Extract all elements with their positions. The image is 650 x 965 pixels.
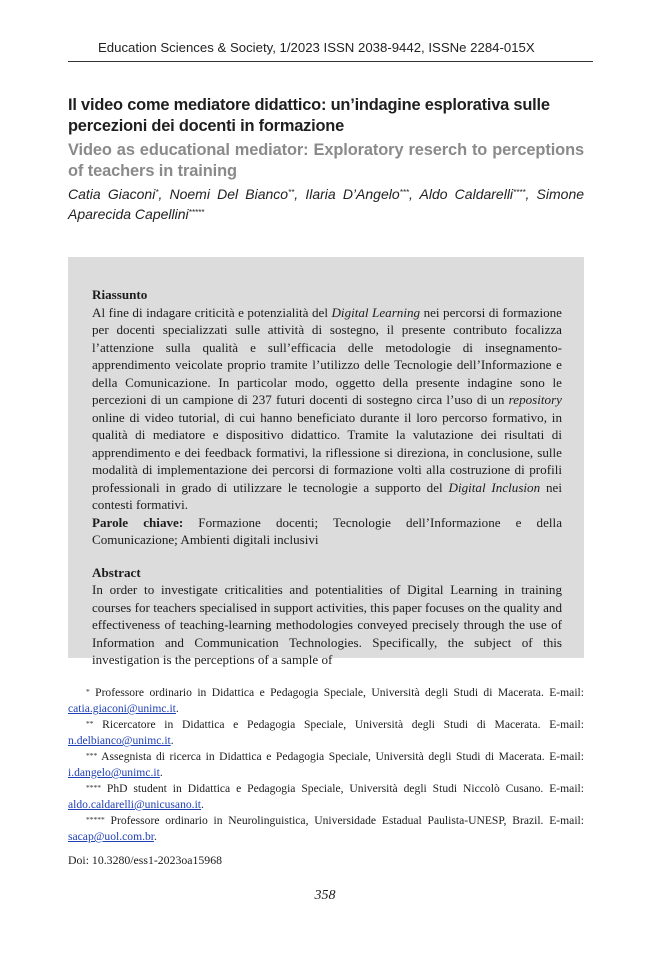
author: Aldo Caldarelli****, bbox=[419, 186, 537, 202]
riassunto-heading: Riassunto bbox=[92, 287, 148, 302]
abstract-text: In order to investigate criticalities and potentialities of Digital Learning in training courses for teachers specialised in support activities, this paper focuses on the quality and effectiveness of teaching-learning methodologies conveyed precisely through the use of Information and Communication Technologies. Specifically, the subject of this investigation is the perceptions of a sample of bbox=[92, 582, 562, 667]
email-link[interactable]: catia.giaconi@unimc.it bbox=[68, 702, 176, 715]
header-divider bbox=[68, 61, 593, 62]
footnote: * Professore ordinario in Didattica e Pedagogia Speciale, Università degli Studi di Macerata. E-mail: catia.giaconi@unimc.it. bbox=[68, 686, 584, 715]
footnote: **** PhD student in Didattica e Pedagogia Speciale, Università degli Studi Niccolò Cusano. E-mail: aldo.caldarelli@unicusano.it. bbox=[68, 782, 584, 811]
abstract-box bbox=[68, 257, 584, 667]
author: Simone Aparecida Capellini***** bbox=[68, 186, 585, 222]
footnote: *** Assegnista di ricerca in Didattica e Pedagogia Speciale, Università degli Studi di Macerata. E-mail: i.dangelo@unimc.it. bbox=[68, 750, 584, 779]
author: Catia Giaconi*, bbox=[68, 186, 170, 202]
page-number: 358 bbox=[314, 888, 336, 903]
title-english: Video as educational mediator: Exploratory reserch to perceptions of teachers in training bbox=[68, 141, 584, 180]
footnote: ***** Professore ordinario in Neurolinguistica, Universidade Estadual Paulista-UNESP, Brazil. E-mail: sacap@uol.com.br. bbox=[68, 814, 584, 843]
email-link[interactable]: i.dangelo@unimc.it bbox=[68, 766, 160, 779]
email-link[interactable]: sacap@uol.com.br bbox=[68, 830, 155, 843]
abstract-heading: Abstract bbox=[92, 564, 141, 580]
journal-header: Education Sciences & Society, 1/2023 ISSN 2038-9442, ISSNe 2284-015X bbox=[98, 40, 535, 55]
footnote: ** Ricercatore in Didattica e Pedagogia Speciale, Università degli Studi di Macerata. E-mail: n.delbianco@unimc.it. bbox=[68, 718, 584, 747]
author: Noemi Del Bianco**, bbox=[169, 186, 306, 202]
footnotes bbox=[68, 685, 584, 845]
author-list bbox=[68, 184, 584, 224]
email-link[interactable]: n.delbianco@unimc.it bbox=[68, 734, 171, 747]
title-italian: Il video come mediatore didattico: un’indagine esplorativa sulle percezioni dei docenti in formazione bbox=[68, 96, 550, 135]
title-block bbox=[68, 95, 584, 224]
author: Ilaria D’Angelo***, bbox=[305, 186, 420, 202]
riassunto-text: Al fine di indagare criticità e potenzialità del Digital Learning nei percorsi di formazione per docenti specializzati sulle attività di sostegno, il presente contributo focalizza l’attenzione sulla qualità e sull’efficacia delle metodologie di insegnamento-apprendimento veicolate proprio tramite l’utilizzo delle Tecnologie dell’Informazione e della Comunicazione. In particolar modo, oggetto della presente indagine sono le percezioni di un campione di 237 futuri docenti di sostegno circa l’uso di un repository online di video tutorial, di cui hanno beneficiato durante il loro percorso formativo, in qualità di mediatore e dispositivo didattico. Tramite la valutazione dei risultati di apprendimento e dei feedback formativi, la riflessione si direziona, in conclusione, sulle modalità di implementazione dei percorsi di formazione volti alla costruzione di profili professionali in grado di utilizzare le tecnologie a supporto del Digital Inclusion nei contesti formativi. bbox=[92, 304, 562, 512]
keywords-label: Parole chiave: bbox=[92, 514, 184, 530]
doi: Doi: 10.3280/ess1-2023oa15968 bbox=[68, 853, 223, 867]
email-link[interactable]: aldo.caldarelli@unicusano.it bbox=[68, 798, 202, 811]
keywords: Parole chiave: Formazione docenti; Tecnologie dell’Informazione e della Comunicazione; Ambienti digitali inclusivi bbox=[92, 514, 563, 547]
